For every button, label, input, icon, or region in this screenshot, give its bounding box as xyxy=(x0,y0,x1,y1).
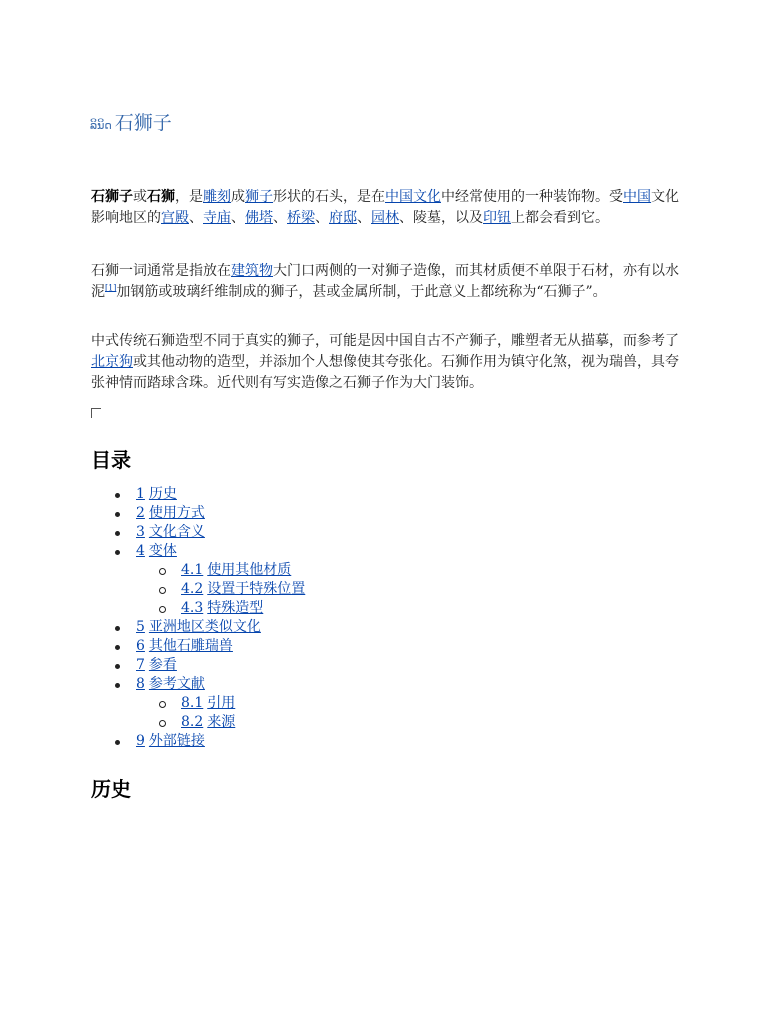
separator: 、 xyxy=(315,210,329,226)
toc-label: 其他石雕瑞兽 xyxy=(148,638,233,654)
toc-item xyxy=(91,504,305,523)
toc-link[interactable] xyxy=(136,524,205,540)
link-china[interactable]: 中国 xyxy=(623,189,651,205)
toc-number: 4.2 xyxy=(181,581,204,597)
toc-link[interactable] xyxy=(136,486,177,502)
link-lion[interactable]: 狮子 xyxy=(245,189,273,205)
toc-label: 设置于特殊位置 xyxy=(207,581,306,597)
toc-item xyxy=(91,618,305,637)
toc-label: 参看 xyxy=(148,657,177,673)
toc-number: 8.2 xyxy=(181,714,204,730)
link-mansion[interactable]: 府邸 xyxy=(329,210,357,226)
bullet-icon xyxy=(115,626,120,631)
separator: 、 xyxy=(189,210,203,226)
toc-label: 文化含义 xyxy=(148,524,205,540)
toc-label: 使用其他材质 xyxy=(207,562,292,578)
link-palace[interactable]: 宫殿 xyxy=(161,210,189,226)
style-paragraph xyxy=(91,331,691,394)
text: 或其他动物的造型，并添加个人想像使其夸张化。石狮作用为镇守化煞，视为瑞兽，具夸张神情而踏球含珠。近代则有写实造像之石狮子作为大门装饰。 xyxy=(91,354,679,391)
text: 或 xyxy=(133,189,147,205)
toc-number: 5 xyxy=(136,619,145,635)
link-carving[interactable]: 雕刻 xyxy=(203,189,231,205)
page-title-prefix: ລິນິດ xyxy=(90,119,112,132)
bullet-icon xyxy=(159,701,166,708)
separator: 、 xyxy=(231,210,245,226)
bullet-icon xyxy=(159,606,166,613)
section-heading-history: 历史 xyxy=(91,777,131,801)
bullet-icon xyxy=(159,568,166,575)
toc-item xyxy=(91,637,305,656)
toc-label: 来源 xyxy=(207,714,236,730)
link-bridge[interactable]: 桥梁 xyxy=(287,210,315,226)
toc-link[interactable] xyxy=(136,638,233,654)
separator: 、 xyxy=(357,210,371,226)
page-title xyxy=(90,108,172,135)
bullet-icon xyxy=(115,645,120,650)
bullet-icon xyxy=(115,531,120,536)
toc-link[interactable] xyxy=(181,695,235,711)
link-garden[interactable]: 园林 xyxy=(371,210,399,226)
toc-link[interactable] xyxy=(136,543,177,559)
toc-number: 8.1 xyxy=(181,695,204,711)
text: 中经常使用的一种装饰物。受 xyxy=(441,189,623,205)
bullet-icon xyxy=(159,587,166,594)
toc-link[interactable] xyxy=(136,657,177,673)
text: 、陵墓，以及 xyxy=(399,210,483,226)
definition-paragraph xyxy=(91,261,691,303)
toc-number: 4.3 xyxy=(181,600,204,616)
toc-number: 1 xyxy=(136,486,145,502)
text: 形状的石头，是在 xyxy=(273,189,385,205)
toc-number: 9 xyxy=(136,733,145,749)
toc-item xyxy=(91,599,305,618)
text: 加钢筋或玻璃纤维制成的狮子，甚或金属所制，于此意义上都统称为“石狮子”。 xyxy=(116,284,607,300)
toc-number: 4 xyxy=(136,543,145,559)
text: 石狮一词通常是指放在 xyxy=(91,263,231,279)
bullet-icon xyxy=(115,493,120,498)
toc-link[interactable] xyxy=(136,676,205,692)
toc-label: 使用方式 xyxy=(148,505,205,521)
toc-number: 3 xyxy=(136,524,145,540)
toc-link[interactable] xyxy=(181,600,263,616)
toc-link[interactable] xyxy=(181,714,235,730)
toc-item xyxy=(91,732,305,751)
toc-label: 参考文献 xyxy=(148,676,205,692)
toc-number: 2 xyxy=(136,505,145,521)
text: 大门口两侧的一对狮子造像，而其材质便不单限于石材，亦有以水泥 xyxy=(91,263,679,300)
toc-item xyxy=(91,675,305,694)
text: ，是 xyxy=(175,189,203,205)
link-pagoda[interactable]: 佛塔 xyxy=(245,210,273,226)
toc-number: 4.1 xyxy=(181,562,204,578)
text: 成 xyxy=(231,189,245,205)
toc-item xyxy=(91,561,305,580)
toc-number: 7 xyxy=(136,657,145,673)
text: 文化影响地区的 xyxy=(91,189,679,226)
toc-item xyxy=(91,713,305,732)
bullet-icon xyxy=(115,512,120,517)
toc-label: 引用 xyxy=(207,695,236,711)
link-chinese-culture[interactable]: 中国文化 xyxy=(385,189,441,205)
toc-number: 6 xyxy=(136,638,145,654)
toc-link[interactable] xyxy=(136,733,205,749)
bold-term: 石狮子 xyxy=(91,189,133,205)
toc-link[interactable] xyxy=(181,562,291,578)
toc-item xyxy=(91,542,305,561)
toc-item xyxy=(91,656,305,675)
toc-link[interactable] xyxy=(136,619,261,635)
toc-link[interactable] xyxy=(136,505,205,521)
toc-list xyxy=(91,485,305,751)
toc-title: 目录 xyxy=(91,448,131,472)
toc-item xyxy=(91,580,305,599)
toc-item xyxy=(91,694,305,713)
link-building[interactable]: 建筑物 xyxy=(231,263,273,279)
toc-label: 历史 xyxy=(148,486,177,502)
toc-number: 8 xyxy=(136,676,145,692)
text: 中式传统石狮造型不同于真实的狮子，可能是因中国自古不产狮子，雕塑者无从描摹，而参考了 xyxy=(91,333,679,349)
bold-term: 石狮 xyxy=(147,189,175,205)
bullet-icon xyxy=(115,683,120,688)
link-temple[interactable]: 寺庙 xyxy=(203,210,231,226)
page-title-text: 石狮子 xyxy=(114,112,172,134)
link-pekingese[interactable]: 北京狗 xyxy=(91,354,133,370)
separator: 、 xyxy=(273,210,287,226)
toc-label: 亚洲地区类似文化 xyxy=(148,619,261,635)
intro-paragraph xyxy=(91,187,691,229)
toc-label: 外部链接 xyxy=(148,733,205,749)
bullet-icon xyxy=(115,664,120,669)
toc-link[interactable] xyxy=(181,581,305,597)
text: 上都会看到它。 xyxy=(511,210,609,226)
toc-toggle-icon[interactable] xyxy=(91,408,101,418)
bullet-icon xyxy=(159,720,166,727)
reference-link[interactable]: [1] xyxy=(105,283,117,293)
toc-label: 变体 xyxy=(148,543,177,559)
toc-label: 特殊造型 xyxy=(207,600,264,616)
link-seal-knob[interactable]: 印钮 xyxy=(483,210,511,226)
bullet-icon xyxy=(115,550,120,555)
toc-item xyxy=(91,485,305,504)
toc-item xyxy=(91,523,305,542)
bullet-icon xyxy=(115,740,120,745)
